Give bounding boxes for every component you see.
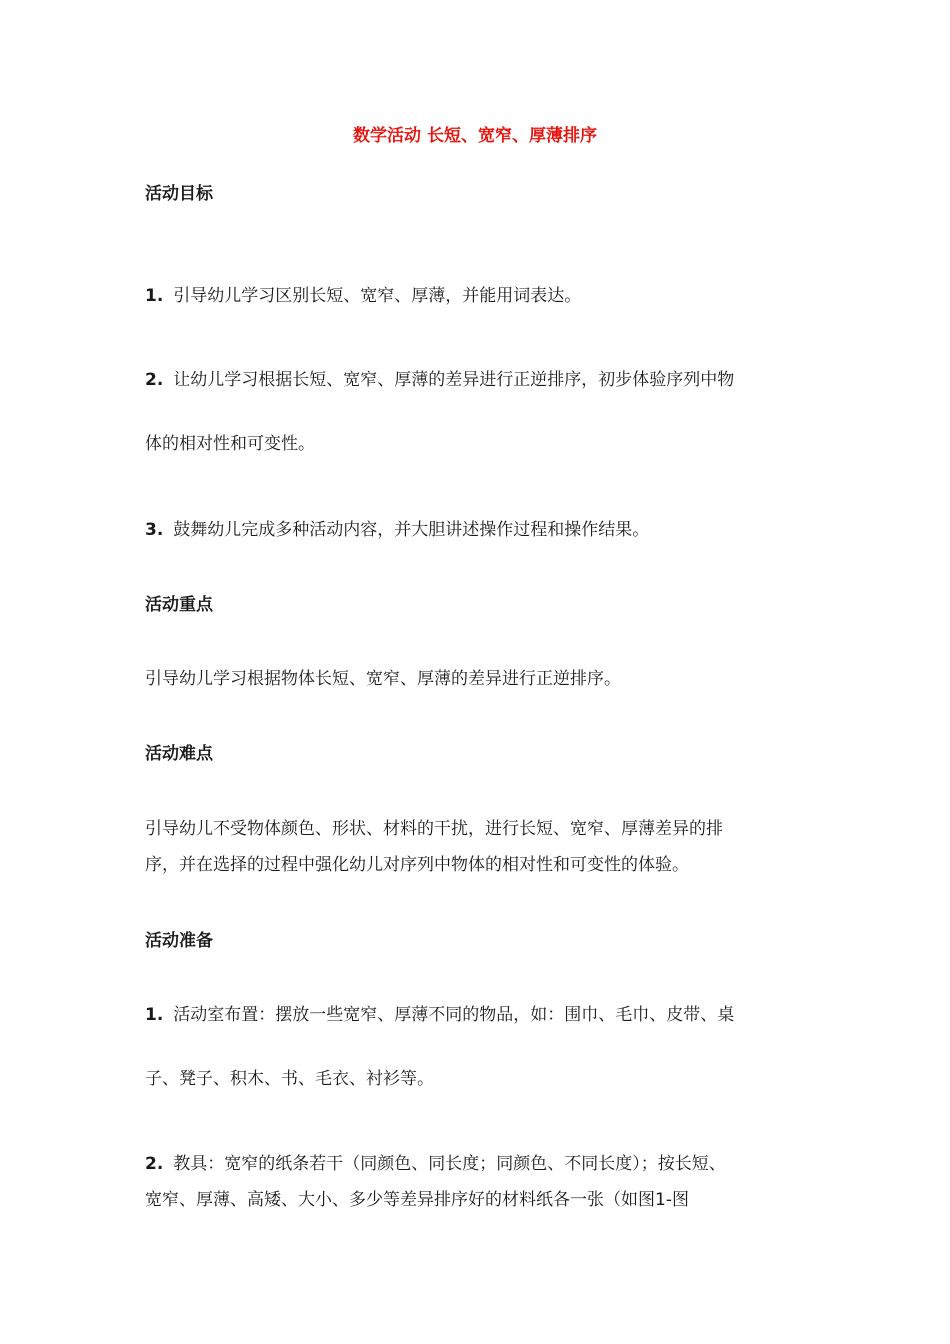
preparation-item-1 <box>145 1003 815 1027</box>
preparation-item-2-number: 2. <box>145 1154 164 1174</box>
goal-item-3-number: 3. <box>145 520 164 540</box>
preparation-item-1-number: 1. <box>145 1005 164 1025</box>
goal-item-3-text: 鼓舞幼儿完成多种活动内容，并大胆讲述操作过程和操作结果。 <box>173 520 650 540</box>
goal-item-2-text: 让幼儿学习根据长短、宽窄、厚薄的差异进行正逆排序，初步体验序列中物 <box>173 370 735 390</box>
goal-item-3 <box>145 518 815 542</box>
preparation-item-2-continued: 宽窄、厚薄、高矮、大小、多少等差异排序好的材料纸各一张（如图1-图 <box>145 1190 689 1210</box>
key-point-heading: 活动重点 <box>145 595 213 615</box>
preparation-item-2-text: 教具：宽窄的纸条若干（同颜色、同长度；同颜色、不同长度）；按长短、 <box>173 1154 726 1174</box>
goal-item-2-continued: 体的相对性和可变性。 <box>145 434 315 454</box>
goal-item-1-number: 1. <box>145 286 164 306</box>
goal-item-2-number: 2. <box>145 370 164 390</box>
goal-item-1-text: 引导幼儿学习区别长短、宽窄、厚薄，并能用词表达。 <box>173 286 582 306</box>
difficulty-text-line-1: 引导幼儿不受物体颜色、形状、材料的干扰，进行长短、宽窄、厚薄差异的排 <box>145 819 723 839</box>
preparation-item-1-text: 活动室布置：摆放一些宽窄、厚薄不同的物品，如：围巾、毛巾、皮带、桌 <box>173 1005 735 1025</box>
preparation-item-1-continued: 子、凳子、积木、书、毛衣、衬衫等。 <box>145 1069 434 1089</box>
goals-heading: 活动目标 <box>145 184 213 204</box>
document-title: 数学活动 长短、宽窄、厚薄排序 <box>353 126 597 146</box>
preparation-item-2 <box>145 1152 815 1176</box>
goal-item-1 <box>145 284 815 308</box>
goal-item-2 <box>145 368 815 392</box>
difficulty-heading: 活动难点 <box>145 744 213 764</box>
preparation-heading: 活动准备 <box>145 931 213 951</box>
key-point-text: 引导幼儿学习根据物体长短、宽窄、厚薄的差异进行正逆排序。 <box>145 669 621 689</box>
difficulty-text-line-2: 序，并在选择的过程中强化幼儿对序列中物体的相对性和可变性的体验。 <box>145 855 689 875</box>
